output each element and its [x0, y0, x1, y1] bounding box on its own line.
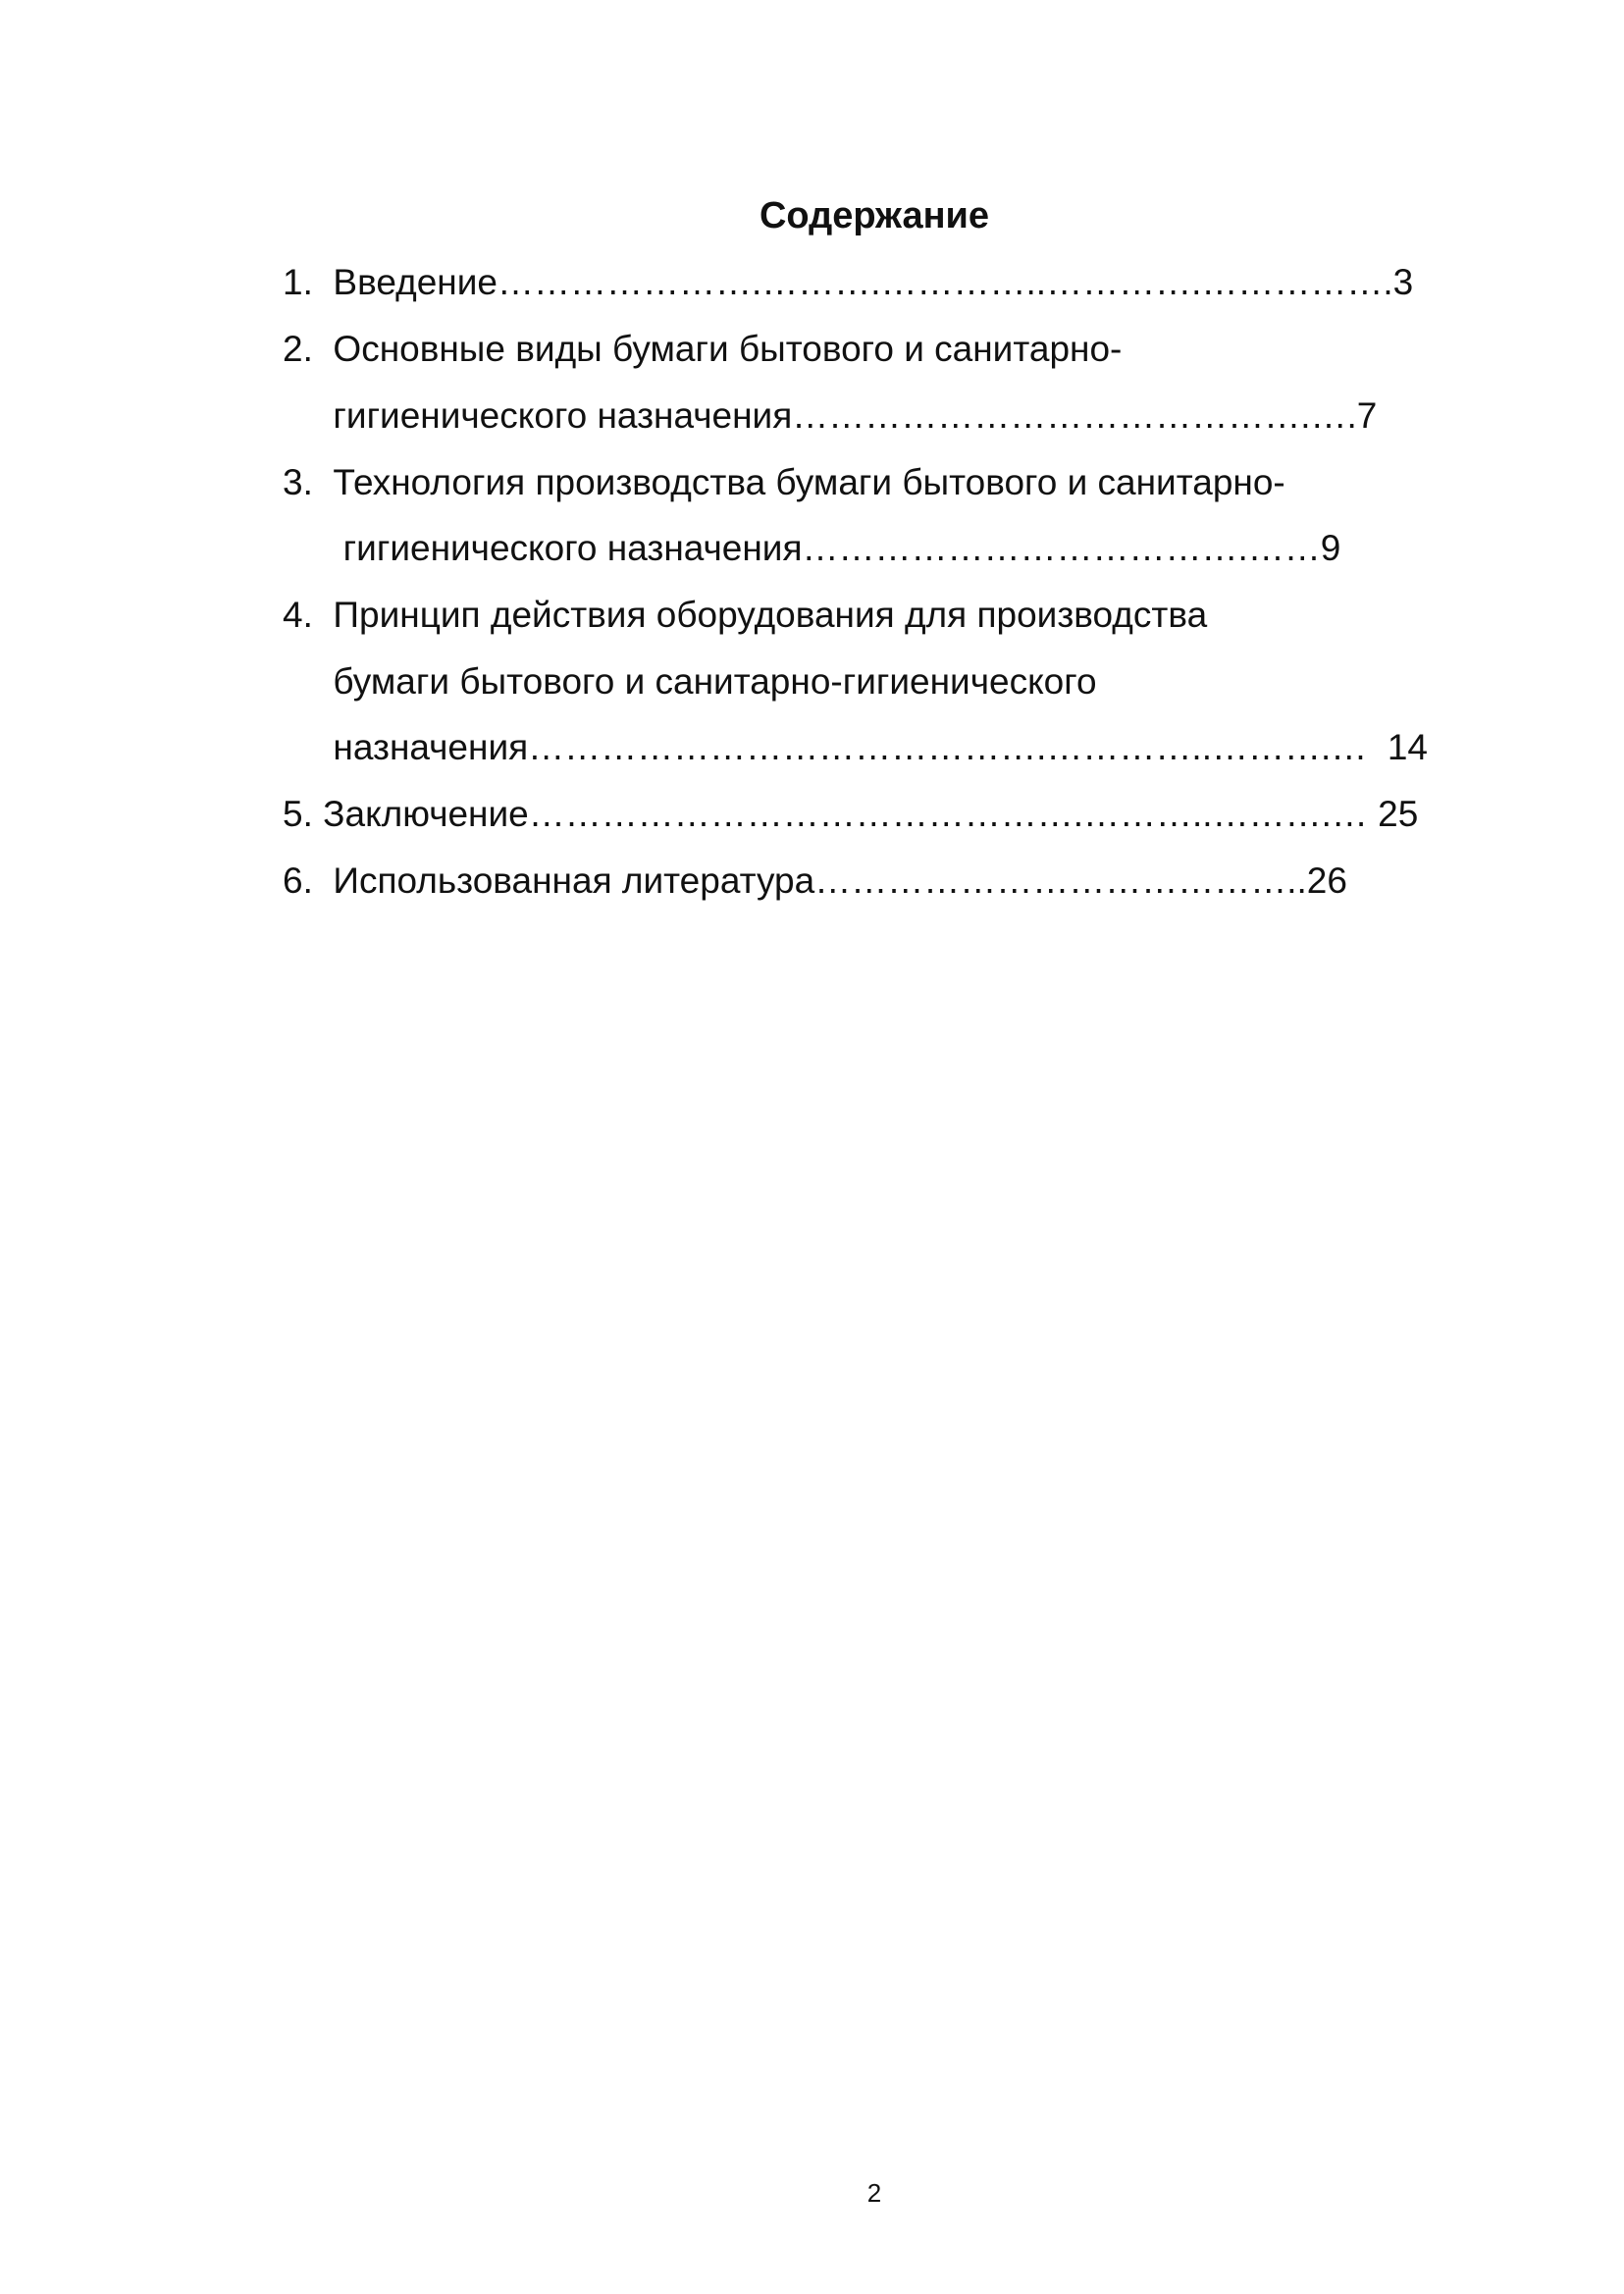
toc-title: Содержание [759, 195, 990, 236]
toc-line-2: 2. Основные виды бумаги бытового и санитарно- [283, 329, 1123, 369]
toc-line-4: 3. Технология производства бумаги бытового и санитарно- [283, 462, 1285, 502]
toc-line-8: назначения…………………………………….…………..……….… 14 [283, 727, 1428, 767]
toc-line-3: гигиенического назначения…………………………………….….7 [283, 395, 1378, 436]
toc-line-10: 6. Использованная литература…………………………………..26 [283, 860, 1347, 901]
toc-line-7: бумаги бытового и санитарно-гигиенического [283, 661, 1097, 702]
toc-line-6: 4. Принцип действия оборудования для производства [283, 595, 1208, 635]
toc-line-9: 5. Заключение……………………………………….………..……….… 25 [283, 794, 1419, 834]
page-number: 2 [866, 2178, 882, 2208]
toc-line-1: 1. Введение………………….……….…………..………….…………….3 [283, 262, 1414, 302]
toc-line-5: гигиенического назначения……………………………….……9 [283, 528, 1341, 568]
